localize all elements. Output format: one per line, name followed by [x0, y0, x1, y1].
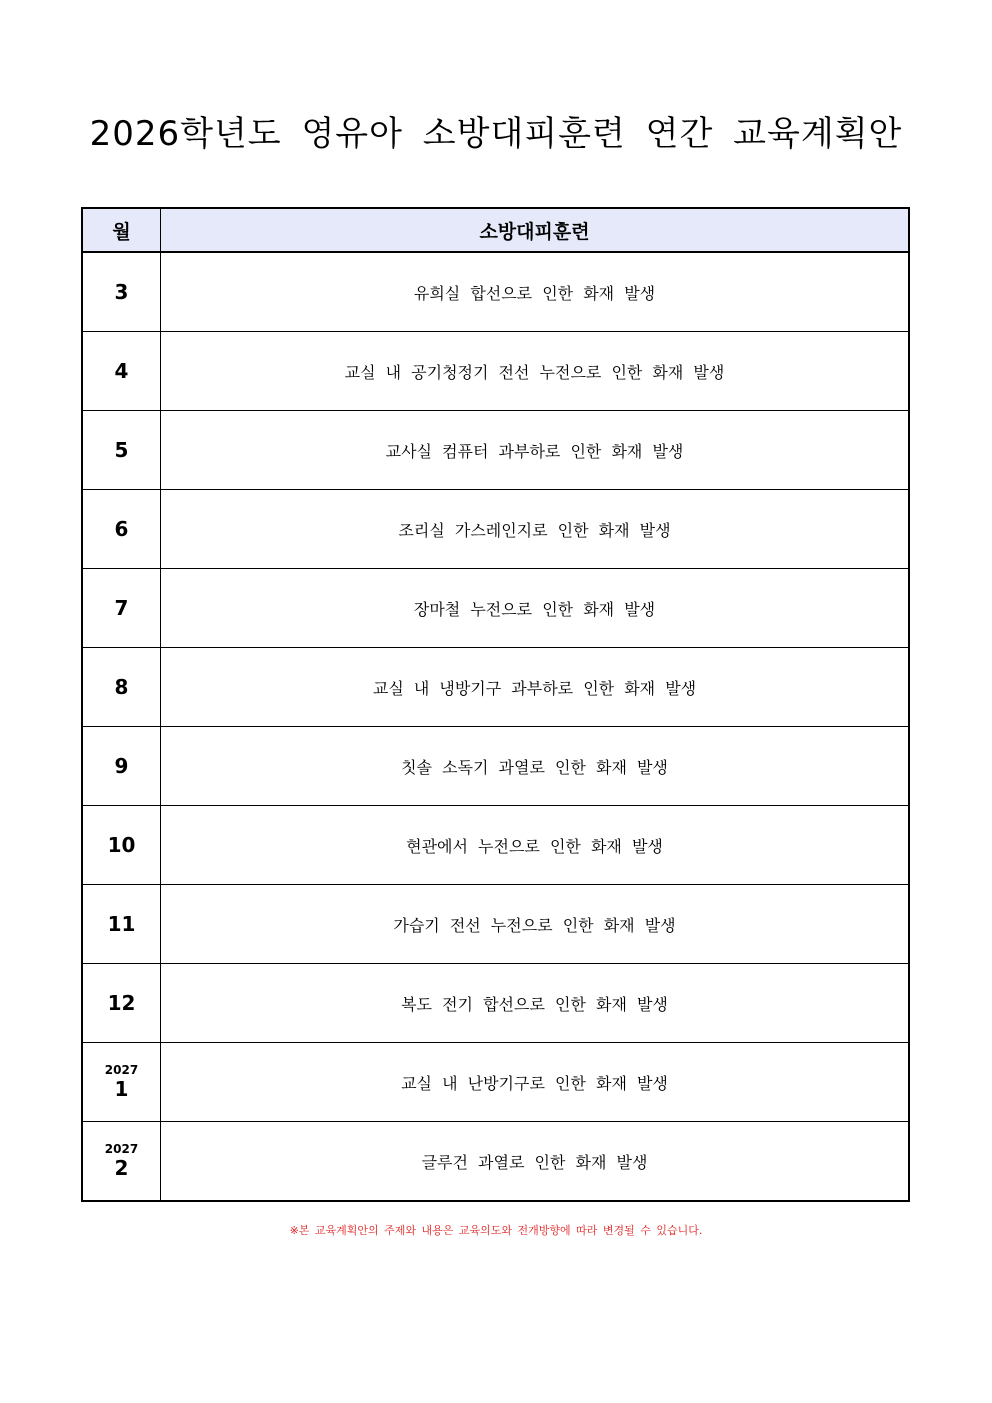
month-cell: [82, 964, 161, 1043]
month-value: 10: [107, 833, 136, 857]
table-body: [82, 252, 909, 1201]
month-cell: [82, 252, 161, 332]
activity-cell: 글루건 과열로 인한 화재 발생: [161, 1122, 910, 1202]
month-value: 4: [114, 359, 129, 383]
month-value: 2: [114, 1156, 129, 1180]
month-cell: [82, 411, 161, 490]
table-header-row: [82, 208, 909, 252]
year-value: 2027: [104, 1142, 139, 1156]
month-value: 3: [114, 280, 129, 304]
month-cell: [82, 490, 161, 569]
month-value: 12: [107, 991, 136, 1015]
month-cell: [82, 885, 161, 964]
month-cell: [82, 727, 161, 806]
activity-cell: 칫솔 소독기 과열로 인한 화재 발생: [161, 727, 910, 806]
month-column-header: 월: [82, 208, 161, 252]
month-value: 5: [114, 438, 129, 462]
activity-cell: 교실 내 냉방기구 과부하로 인한 화재 발생: [161, 648, 910, 727]
table-row: [82, 411, 909, 490]
month-cell: [82, 569, 161, 648]
month-value: 11: [107, 912, 136, 936]
table-row: [82, 1043, 909, 1122]
table-row: [82, 1122, 909, 1202]
activity-cell: 현관에서 누전으로 인한 화재 발생: [161, 806, 910, 885]
table-row: [82, 964, 909, 1043]
table-row: [82, 727, 909, 806]
disclaimer-note: ※본 교육계획안의 주제와 내용은 교육의도와 전개방향에 따라 변경될 수 있습니다.: [289, 1224, 703, 1237]
activity-cell: 가습기 전선 누전으로 인한 화재 발생: [161, 885, 910, 964]
training-plan-table: [81, 207, 910, 1202]
month-value: 6: [114, 517, 129, 541]
activity-cell: 유희실 합선으로 인한 화재 발생: [161, 252, 910, 332]
activity-cell: 교사실 컴퓨터 과부하로 인한 화재 발생: [161, 411, 910, 490]
month-cell: [82, 648, 161, 727]
month-cell: [82, 1122, 161, 1202]
month-cell: [82, 332, 161, 411]
month-value: 1: [114, 1077, 129, 1101]
activity-cell: 교실 내 난방기구로 인한 화재 발생: [161, 1043, 910, 1122]
activity-cell: 복도 전기 합선으로 인한 화재 발생: [161, 964, 910, 1043]
table-row: [82, 806, 909, 885]
table-row: [82, 490, 909, 569]
table-row: [82, 569, 909, 648]
activity-column-header: 소방대피훈련: [161, 208, 910, 252]
year-value: 2027: [104, 1063, 139, 1077]
month-cell: [82, 1043, 161, 1122]
table-row: [82, 648, 909, 727]
table-row: [82, 252, 909, 332]
table-row: [82, 885, 909, 964]
month-value: 7: [114, 596, 129, 620]
month-value: 9: [114, 754, 129, 778]
page-title: 2026학년도 영유아 소방대피훈련 연간 교육계획안: [89, 114, 903, 154]
month-cell: [82, 806, 161, 885]
month-value: 8: [114, 675, 129, 699]
activity-cell: 조리실 가스레인지로 인한 화재 발생: [161, 490, 910, 569]
activity-cell: 장마철 누전으로 인한 화재 발생: [161, 569, 910, 648]
table-row: [82, 332, 909, 411]
activity-cell: 교실 내 공기청정기 전선 누전으로 인한 화재 발생: [161, 332, 910, 411]
